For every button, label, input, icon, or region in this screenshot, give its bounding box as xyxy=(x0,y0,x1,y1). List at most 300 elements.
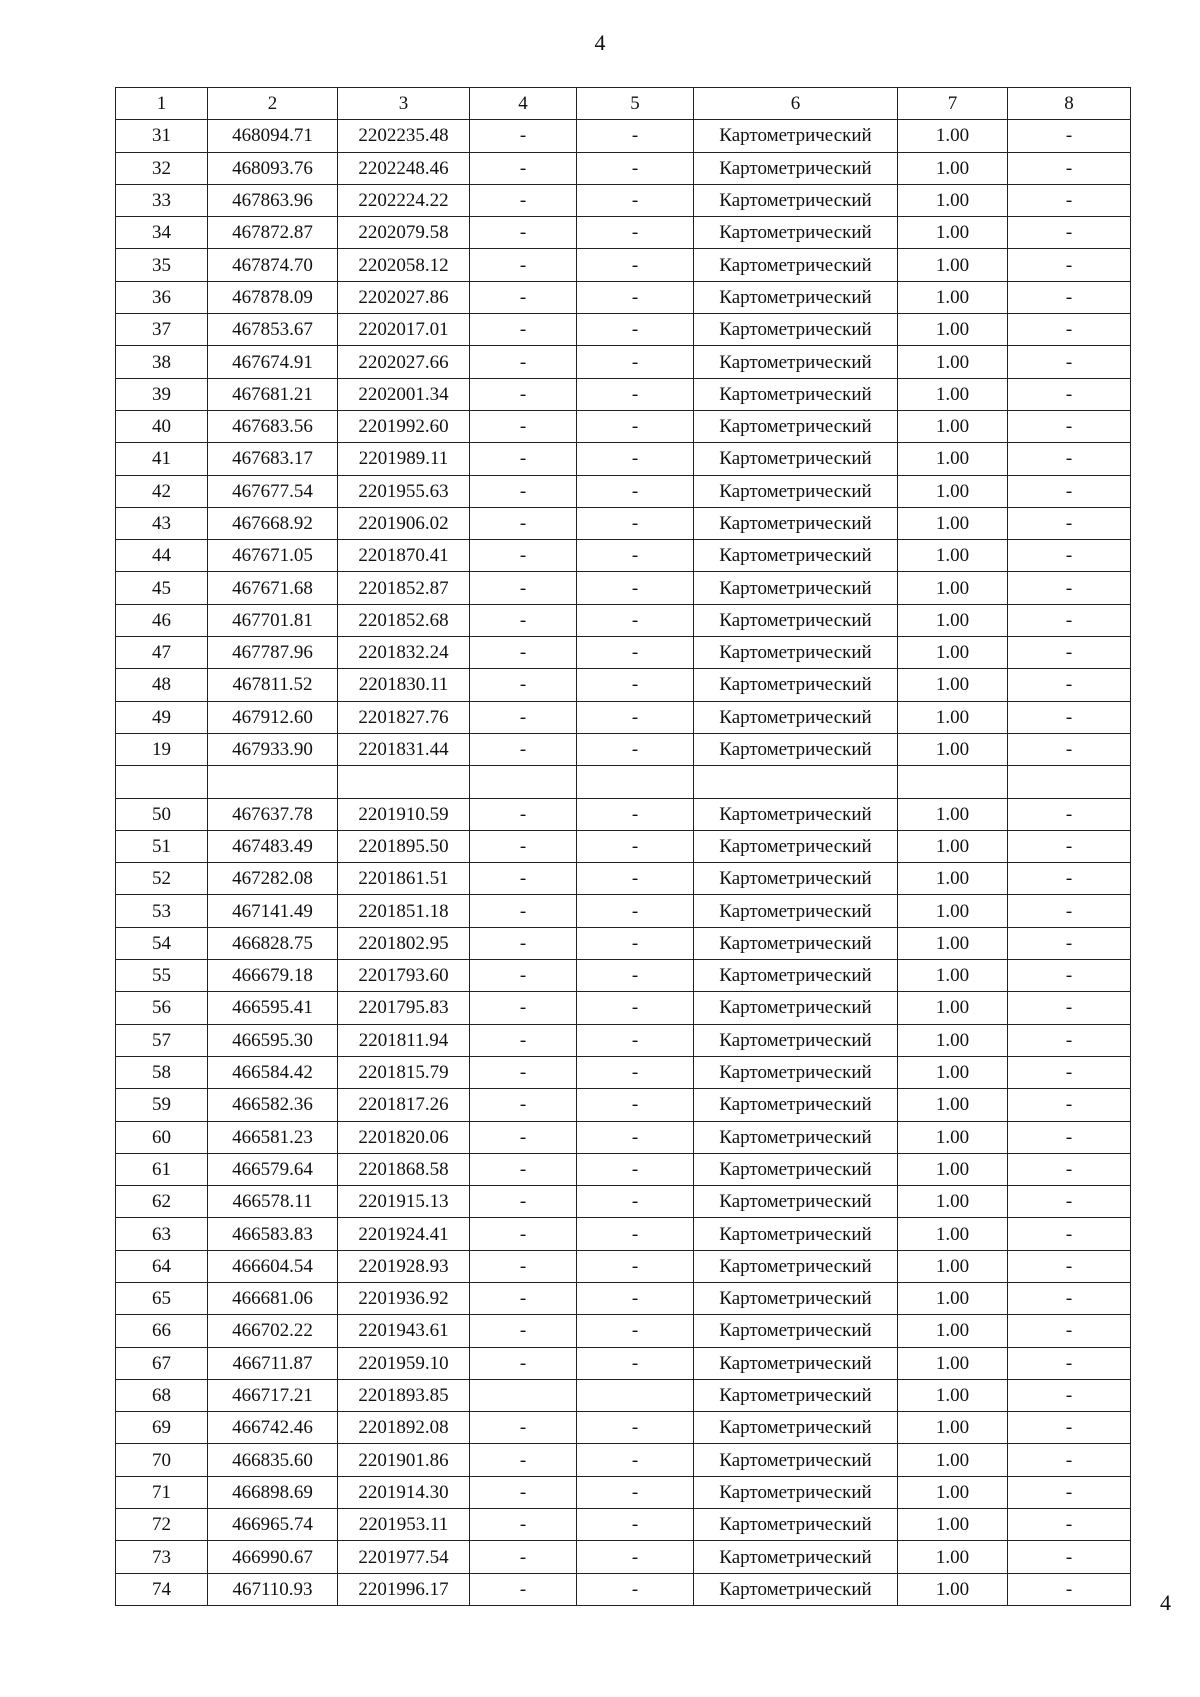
column-header: 6 xyxy=(694,88,898,120)
table-cell: Картометрический xyxy=(694,1347,898,1379)
table-cell: 1.00 xyxy=(898,1444,1008,1476)
table-cell: 466583.83 xyxy=(208,1218,338,1250)
table-row xyxy=(116,927,1131,959)
table-cell: - xyxy=(577,1250,694,1282)
table-cell: - xyxy=(1008,1541,1131,1573)
table-cell: Картометрический xyxy=(694,314,898,346)
table-cell: - xyxy=(470,733,577,765)
table-cell: 74 xyxy=(116,1573,208,1605)
table-cell: Картометрический xyxy=(694,540,898,572)
table-cell: 2201996.17 xyxy=(338,1573,470,1605)
table-cell: 53 xyxy=(116,895,208,927)
table-cell: Картометрический xyxy=(694,1121,898,1153)
table-cell: Картометрический xyxy=(694,1379,898,1411)
table-cell: 1.00 xyxy=(898,443,1008,475)
table-cell: 466595.30 xyxy=(208,1024,338,1056)
table-cell: 44 xyxy=(116,540,208,572)
table-cell: 2202058.12 xyxy=(338,249,470,281)
table-cell: - xyxy=(470,120,577,152)
table-cell: - xyxy=(577,927,694,959)
table-cell: 2201924.41 xyxy=(338,1218,470,1250)
table-row xyxy=(116,184,1131,216)
table-cell: 62 xyxy=(116,1186,208,1218)
table-cell: Картометрический xyxy=(694,572,898,604)
table-row xyxy=(116,1541,1131,1573)
table-cell: - xyxy=(1008,960,1131,992)
table-cell: 1.00 xyxy=(898,669,1008,701)
table-cell: 58 xyxy=(116,1056,208,1088)
table-cell: 2201793.60 xyxy=(338,960,470,992)
table-cell: 2201955.63 xyxy=(338,475,470,507)
table-cell: 466828.75 xyxy=(208,927,338,959)
table-cell: 466579.64 xyxy=(208,1153,338,1185)
table-cell: 68 xyxy=(116,1379,208,1411)
table-cell: 2201893.85 xyxy=(338,1379,470,1411)
table-cell: Картометрический xyxy=(694,152,898,184)
table-row xyxy=(116,1153,1131,1185)
table-cell: - xyxy=(577,572,694,604)
table-cell: Картометрический xyxy=(694,798,898,830)
table-row xyxy=(116,1476,1131,1508)
table-cell: Картометрический xyxy=(694,1024,898,1056)
table-cell: - xyxy=(470,314,577,346)
table-cell: - xyxy=(470,1186,577,1218)
table-cell: 466679.18 xyxy=(208,960,338,992)
table-row xyxy=(116,217,1131,249)
table-cell: - xyxy=(577,410,694,442)
table-cell: 1.00 xyxy=(898,314,1008,346)
table-cell: - xyxy=(1008,572,1131,604)
table-row xyxy=(116,314,1131,346)
table-row xyxy=(116,1121,1131,1153)
table-cell: 467787.96 xyxy=(208,637,338,669)
table-cell: 49 xyxy=(116,701,208,733)
table-row xyxy=(116,1186,1131,1218)
table-cell: 2201852.68 xyxy=(338,604,470,636)
table-cell: - xyxy=(1008,281,1131,313)
table-cell: 2201895.50 xyxy=(338,830,470,862)
table-cell: - xyxy=(1008,184,1131,216)
table-cell: - xyxy=(470,152,577,184)
table-cell: 59 xyxy=(116,1089,208,1121)
table-cell: Картометрический xyxy=(694,1250,898,1282)
table-cell: - xyxy=(1008,1250,1131,1282)
table-cell: Картометрический xyxy=(694,895,898,927)
table-cell xyxy=(1008,766,1131,798)
table-cell: 1.00 xyxy=(898,1347,1008,1379)
table-cell: - xyxy=(1008,1153,1131,1185)
table-cell: - xyxy=(470,669,577,701)
table-cell: 19 xyxy=(116,733,208,765)
table-cell: 2201832.24 xyxy=(338,637,470,669)
table-cell: 1.00 xyxy=(898,960,1008,992)
table-cell: 1.00 xyxy=(898,1476,1008,1508)
table-cell: Картометрический xyxy=(694,733,898,765)
table-cell: 1.00 xyxy=(898,378,1008,410)
table-cell: Картометрический xyxy=(694,410,898,442)
table-cell: 467637.78 xyxy=(208,798,338,830)
table-row xyxy=(116,863,1131,895)
table-cell: 38 xyxy=(116,346,208,378)
table-cell: - xyxy=(470,1089,577,1121)
table-row xyxy=(116,1379,1131,1411)
table-cell: - xyxy=(577,1056,694,1088)
table-cell: - xyxy=(470,346,577,378)
table-cell: - xyxy=(577,992,694,1024)
table-cell: - xyxy=(470,1153,577,1185)
table-cell: 2201915.13 xyxy=(338,1186,470,1218)
table-cell: 466990.67 xyxy=(208,1541,338,1573)
table-cell: 466965.74 xyxy=(208,1509,338,1541)
table-cell: 39 xyxy=(116,378,208,410)
table-cell: 51 xyxy=(116,830,208,862)
table-row xyxy=(116,604,1131,636)
table-cell: - xyxy=(470,1412,577,1444)
table-row xyxy=(116,1347,1131,1379)
table-cell: 55 xyxy=(116,960,208,992)
table-row xyxy=(116,1089,1131,1121)
table-cell xyxy=(898,766,1008,798)
table-cell: - xyxy=(1008,249,1131,281)
table-cell: - xyxy=(470,798,577,830)
table-row xyxy=(116,830,1131,862)
table-cell: - xyxy=(1008,1315,1131,1347)
table-cell: 2201953.11 xyxy=(338,1509,470,1541)
table-cell: - xyxy=(470,960,577,992)
table-cell: - xyxy=(1008,378,1131,410)
table-cell: 34 xyxy=(116,217,208,249)
table-cell: - xyxy=(470,1315,577,1347)
column-header: 4 xyxy=(470,88,577,120)
table-cell: - xyxy=(577,1476,694,1508)
table-cell: - xyxy=(1008,1509,1131,1541)
table-cell: - xyxy=(1008,1476,1131,1508)
table-cell: - xyxy=(470,895,577,927)
table-cell: 1.00 xyxy=(898,637,1008,669)
table-cell: 467681.21 xyxy=(208,378,338,410)
table-cell: - xyxy=(1008,895,1131,927)
table-cell: 2202079.58 xyxy=(338,217,470,249)
table-cell: - xyxy=(1008,1347,1131,1379)
table-cell: 1.00 xyxy=(898,475,1008,507)
table-cell: - xyxy=(470,184,577,216)
table-row xyxy=(116,1412,1131,1444)
table-row xyxy=(116,572,1131,604)
table-cell: 468093.76 xyxy=(208,152,338,184)
table-cell: 466898.69 xyxy=(208,1476,338,1508)
table-cell: - xyxy=(577,120,694,152)
table-cell: Картометрический xyxy=(694,1186,898,1218)
table-cell: - xyxy=(577,152,694,184)
table-cell: 467912.60 xyxy=(208,701,338,733)
coordinates-table xyxy=(115,87,1131,1606)
table-cell: Картометрический xyxy=(694,1412,898,1444)
table-cell: Картометрический xyxy=(694,669,898,701)
table-cell: 1.00 xyxy=(898,1089,1008,1121)
table-cell: 1.00 xyxy=(898,701,1008,733)
table-row xyxy=(116,798,1131,830)
table-cell: - xyxy=(1008,346,1131,378)
table-cell: 1.00 xyxy=(898,1315,1008,1347)
table-cell: - xyxy=(577,1186,694,1218)
table-cell: 1.00 xyxy=(898,410,1008,442)
table-cell: 69 xyxy=(116,1412,208,1444)
table-cell: 1.00 xyxy=(898,1186,1008,1218)
table-row xyxy=(116,378,1131,410)
table-cell: - xyxy=(577,314,694,346)
table-cell: - xyxy=(470,217,577,249)
table-cell: - xyxy=(470,1444,577,1476)
table-cell: 57 xyxy=(116,1024,208,1056)
table-row xyxy=(116,281,1131,313)
table-cell: - xyxy=(1008,701,1131,733)
table-cell: 31 xyxy=(116,120,208,152)
table-cell: - xyxy=(470,863,577,895)
table-cell: 1.00 xyxy=(898,1250,1008,1282)
table-cell: 2201977.54 xyxy=(338,1541,470,1573)
table-cell: - xyxy=(577,184,694,216)
table-row xyxy=(116,1573,1131,1605)
table-cell: Картометрический xyxy=(694,701,898,733)
table-cell: - xyxy=(1008,1186,1131,1218)
table-header-row xyxy=(116,88,1131,120)
table-cell: 64 xyxy=(116,1250,208,1282)
table-cell: 2202248.46 xyxy=(338,152,470,184)
column-header: 2 xyxy=(208,88,338,120)
table-cell: - xyxy=(1008,1444,1131,1476)
table-cell: 1.00 xyxy=(898,1121,1008,1153)
table-row xyxy=(116,1218,1131,1250)
column-header: 8 xyxy=(1008,88,1131,120)
table-cell: 467683.56 xyxy=(208,410,338,442)
table-cell: 32 xyxy=(116,152,208,184)
table-cell: 2201817.26 xyxy=(338,1089,470,1121)
table-cell: 466717.21 xyxy=(208,1379,338,1411)
table-cell: 48 xyxy=(116,669,208,701)
table-cell: 2201861.51 xyxy=(338,863,470,895)
table-cell xyxy=(116,766,208,798)
table-cell: - xyxy=(1008,475,1131,507)
table-cell: 466595.41 xyxy=(208,992,338,1024)
table-cell: Картометрический xyxy=(694,1315,898,1347)
table-body xyxy=(116,120,1131,1606)
table-cell: 467668.92 xyxy=(208,507,338,539)
table-cell: - xyxy=(577,540,694,572)
table-cell: 1.00 xyxy=(898,572,1008,604)
table-cell: 467282.08 xyxy=(208,863,338,895)
table-cell: 466582.36 xyxy=(208,1089,338,1121)
table-cell: 466681.06 xyxy=(208,1282,338,1314)
table-cell: 67 xyxy=(116,1347,208,1379)
table-cell: 468094.71 xyxy=(208,120,338,152)
table-cell: 467933.90 xyxy=(208,733,338,765)
table-cell: - xyxy=(577,1509,694,1541)
table-cell: Картометрический xyxy=(694,992,898,1024)
table-cell xyxy=(338,766,470,798)
table-cell: 33 xyxy=(116,184,208,216)
table-row xyxy=(116,1444,1131,1476)
table-cell: 2201914.30 xyxy=(338,1476,470,1508)
table-cell xyxy=(694,766,898,798)
table-cell: - xyxy=(470,1541,577,1573)
table-row xyxy=(116,410,1131,442)
table-cell: - xyxy=(1008,1121,1131,1153)
table-cell: 1.00 xyxy=(898,1412,1008,1444)
table-cell: Картометрический xyxy=(694,1089,898,1121)
table-row xyxy=(116,1056,1131,1088)
table-cell: - xyxy=(577,507,694,539)
table-cell: 2201936.92 xyxy=(338,1282,470,1314)
table-cell: 41 xyxy=(116,443,208,475)
table-cell: - xyxy=(577,1541,694,1573)
table-cell: 466835.60 xyxy=(208,1444,338,1476)
table-cell: - xyxy=(1008,604,1131,636)
table-cell: - xyxy=(1008,637,1131,669)
table-row xyxy=(116,992,1131,1024)
table-cell xyxy=(577,1379,694,1411)
table-cell: - xyxy=(577,1089,694,1121)
table-cell: 1.00 xyxy=(898,184,1008,216)
table-cell: - xyxy=(1008,733,1131,765)
table-cell: Картометрический xyxy=(694,1573,898,1605)
table-cell: - xyxy=(470,1573,577,1605)
table-cell: - xyxy=(577,830,694,862)
table-cell: - xyxy=(577,798,694,830)
table-cell: 60 xyxy=(116,1121,208,1153)
table-cell: Картометрический xyxy=(694,249,898,281)
table-cell: 2202235.48 xyxy=(338,120,470,152)
table-cell: 2201943.61 xyxy=(338,1315,470,1347)
table-cell: 1.00 xyxy=(898,346,1008,378)
table-cell: 1.00 xyxy=(898,1218,1008,1250)
table-cell: - xyxy=(1008,927,1131,959)
table-cell: - xyxy=(577,475,694,507)
table-row xyxy=(116,249,1131,281)
table-cell: 65 xyxy=(116,1282,208,1314)
table-cell: 466584.42 xyxy=(208,1056,338,1088)
table-cell: - xyxy=(577,1347,694,1379)
table-cell: - xyxy=(577,960,694,992)
table-cell: 467872.87 xyxy=(208,217,338,249)
table-cell: 70 xyxy=(116,1444,208,1476)
table-cell: - xyxy=(577,701,694,733)
table-cell: - xyxy=(470,507,577,539)
table-cell xyxy=(577,766,694,798)
table-cell: - xyxy=(1008,1218,1131,1250)
table-cell: - xyxy=(1008,152,1131,184)
table-cell: - xyxy=(1008,1056,1131,1088)
table-cell: 1.00 xyxy=(898,1541,1008,1573)
table-cell: 2201815.79 xyxy=(338,1056,470,1088)
table-cell: - xyxy=(1008,1573,1131,1605)
table-cell: 1.00 xyxy=(898,1282,1008,1314)
table-cell: - xyxy=(470,443,577,475)
table-cell: Картометрический xyxy=(694,1444,898,1476)
table-cell: 2202017.01 xyxy=(338,314,470,346)
table-cell: 2201827.76 xyxy=(338,701,470,733)
table-cell: 1.00 xyxy=(898,895,1008,927)
table-row xyxy=(116,346,1131,378)
table-cell: 2202224.22 xyxy=(338,184,470,216)
table-cell: - xyxy=(470,1218,577,1250)
table-cell: - xyxy=(577,669,694,701)
table-cell: - xyxy=(470,1476,577,1508)
table-cell: 1.00 xyxy=(898,1573,1008,1605)
table-cell: - xyxy=(470,475,577,507)
table-cell: - xyxy=(577,443,694,475)
column-header: 3 xyxy=(338,88,470,120)
table-cell: - xyxy=(577,281,694,313)
table-cell: 47 xyxy=(116,637,208,669)
table-cell: - xyxy=(577,1315,694,1347)
table-cell: Картометрический xyxy=(694,1541,898,1573)
column-header: 1 xyxy=(116,88,208,120)
table-cell: Картометрический xyxy=(694,863,898,895)
table-row xyxy=(116,733,1131,765)
table-row xyxy=(116,960,1131,992)
table-cell: Картометрический xyxy=(694,443,898,475)
table-cell: 2201870.41 xyxy=(338,540,470,572)
table-cell: 2201868.58 xyxy=(338,1153,470,1185)
table-cell: - xyxy=(577,604,694,636)
table-cell: - xyxy=(470,830,577,862)
table-cell: - xyxy=(470,992,577,1024)
table-cell: - xyxy=(577,1412,694,1444)
table-cell: 467811.52 xyxy=(208,669,338,701)
table-cell: 1.00 xyxy=(898,507,1008,539)
table-cell: 46 xyxy=(116,604,208,636)
table-cell: Картометрический xyxy=(694,475,898,507)
table-cell: - xyxy=(470,249,577,281)
table-cell: 1.00 xyxy=(898,1056,1008,1088)
table-cell: - xyxy=(577,1121,694,1153)
table-row xyxy=(116,1024,1131,1056)
table-cell: Картометрический xyxy=(694,604,898,636)
table-cell: 2201892.08 xyxy=(338,1412,470,1444)
table-cell: 2201811.94 xyxy=(338,1024,470,1056)
table-cell: 1.00 xyxy=(898,927,1008,959)
table-cell: - xyxy=(1008,669,1131,701)
table-cell: 467677.54 xyxy=(208,475,338,507)
table-cell: - xyxy=(470,637,577,669)
table-cell: 467683.17 xyxy=(208,443,338,475)
table-cell: 42 xyxy=(116,475,208,507)
table-cell: 2201852.87 xyxy=(338,572,470,604)
table-cell: 45 xyxy=(116,572,208,604)
table-row xyxy=(116,507,1131,539)
table-cell: 1.00 xyxy=(898,1153,1008,1185)
table-cell: - xyxy=(470,1250,577,1282)
table-cell: 2201910.59 xyxy=(338,798,470,830)
table-cell: - xyxy=(1008,1282,1131,1314)
table-cell: - xyxy=(470,1509,577,1541)
table-cell: 467701.81 xyxy=(208,604,338,636)
table-cell: Картометрический xyxy=(694,378,898,410)
table-cell: Картометрический xyxy=(694,120,898,152)
table-cell: 37 xyxy=(116,314,208,346)
table-cell: - xyxy=(577,733,694,765)
table-cell: - xyxy=(470,1121,577,1153)
table-cell: - xyxy=(470,701,577,733)
table-row xyxy=(116,475,1131,507)
table-cell: 466578.11 xyxy=(208,1186,338,1218)
table-cell: 50 xyxy=(116,798,208,830)
table-cell: - xyxy=(577,217,694,249)
table-cell: 2201989.11 xyxy=(338,443,470,475)
table-row xyxy=(116,1509,1131,1541)
table-cell: - xyxy=(577,346,694,378)
table-cell: 2201802.95 xyxy=(338,927,470,959)
